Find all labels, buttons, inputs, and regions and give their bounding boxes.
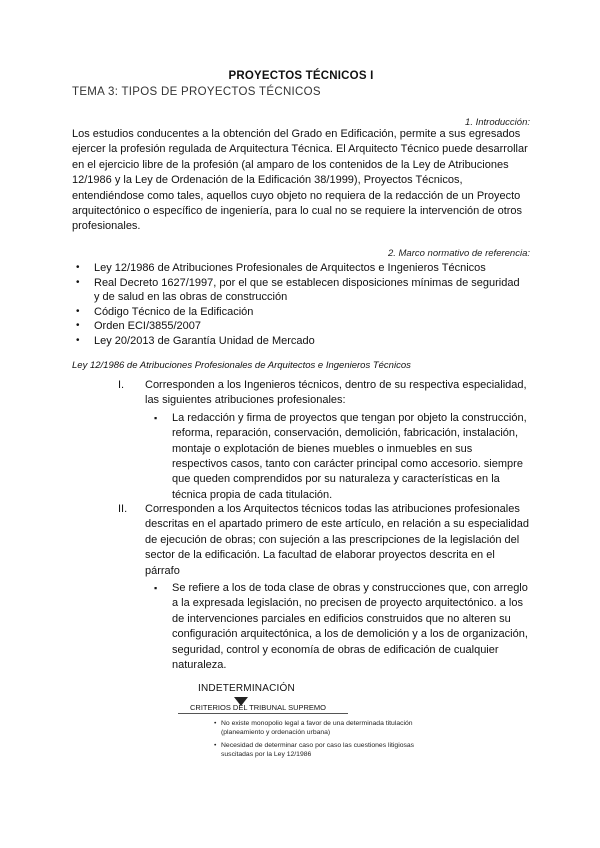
figure-divider [178,713,348,714]
law-point-text: Corresponden a los Ingenieros técnicos, dentro de su respectiva especialidad, las siguientes atribuciones profesionales: [145,379,527,407]
law-point-subitem: ▪ Se refiere a los de toda clase de obras y construcciones que, con arreglo a la expresada legislación, no precisen de proyecto arquitectónico. a los de intervenciones parciales en edificios construidos que no alteren su configuración arquitectónica, a los de demolición y a los de organización, seguridad, control y economía de obras de edificación de cualquier naturaleza. [154,581,530,673]
section-heading-regulatory-framework: 2. Marco normativo de referencia: [387,248,530,259]
document-title: PROYECTOS TÉCNICOS I [228,70,374,82]
figure-title: INDETERMINACIÓN [198,683,295,694]
figure-item: • Necesidad de determinar caso por caso las cuestiones litigiosas suscitadas por la Ley 12/1986 [221,742,431,759]
roman-numeral: I. [118,379,125,391]
roman-numeral: II. [118,503,128,515]
law-point-text: Corresponden a los Arquitectos técnicos todas las atribuciones profesionales descritas en el apartado primero de este artículo, en relación a su especialidad de ejecución de obras; con sujeción a las prescripciones de la legislación del sector de la edificación. La facultad de elaborar proyectos descrita en el párrafo [145,503,530,577]
law-point-1 [118,378,530,503]
list-item: • Orden ECI/3855/2007 [72,319,522,334]
figure-item: • No existe monopolio legal a favor de una determinada titulación (planeamiento y ordenación urbana) [221,720,431,737]
list-item: • Real Decreto 1627/1997, por el que se establecen disposiciones mínimas de seguridad y de salud en las obras de construcción [72,276,522,305]
law-point-2 [118,502,530,673]
document-subtitle: TEMA 3: TIPOS DE PROYECTOS TÉCNICOS [72,86,321,98]
list-item: • Ley 20/2013 de Garantía Unidad de Mercado [72,334,522,349]
law-heading: Ley 12/1986 de Atribuciones Profesionales de Arquitectos e Ingenieros Técnicos [72,360,411,371]
regulatory-list [72,261,522,348]
introduction-paragraph: Los estudios conducentes a la obtención del Grado en Edificación, permite a sus egresados ejercer la profesión regulada de Arquitectura Técnica. El Arquitecto Técnico puede desarrollar en el ejercicio libre de la profesión (al amparo de los contenidos de la Ley de Atribuciones 12/1986 y la Ley de Ordenación de la Edificación 38/1999), Proyectos Técnicos, entendiéndose como tales, aquellos cuyo objeto no requiera de la redacción de un Proyecto arquitectónico o específico de ingeniería, para lo cual no se requiere la intervención de otros profesionales. [72,128,528,233]
section-heading-introduction: 1. Introducción: [465,117,530,128]
list-item: • Ley 12/1986 de Atribuciones Profesionales de Arquitectos e Ingenieros Técnicos [72,261,522,276]
list-item: • Código Técnico de la Edificación [72,305,522,320]
figure-subtitle: CRITERIOS DEL TRIBUNAL SUPREMO [190,703,326,712]
law-point-subitem: ▪ La redacción y firma de proyectos que tengan por objeto la construcción, reforma, reparación, conservación, demolición, fabricación, instalación, montaje o explotación de bienes muebles o inmuebles en sus respectivos casos, tanto con carácter principal como accesorio. siempre que queden comprendidos por su naturaleza y características en la técnica propia de cada titulación. [154,411,530,503]
